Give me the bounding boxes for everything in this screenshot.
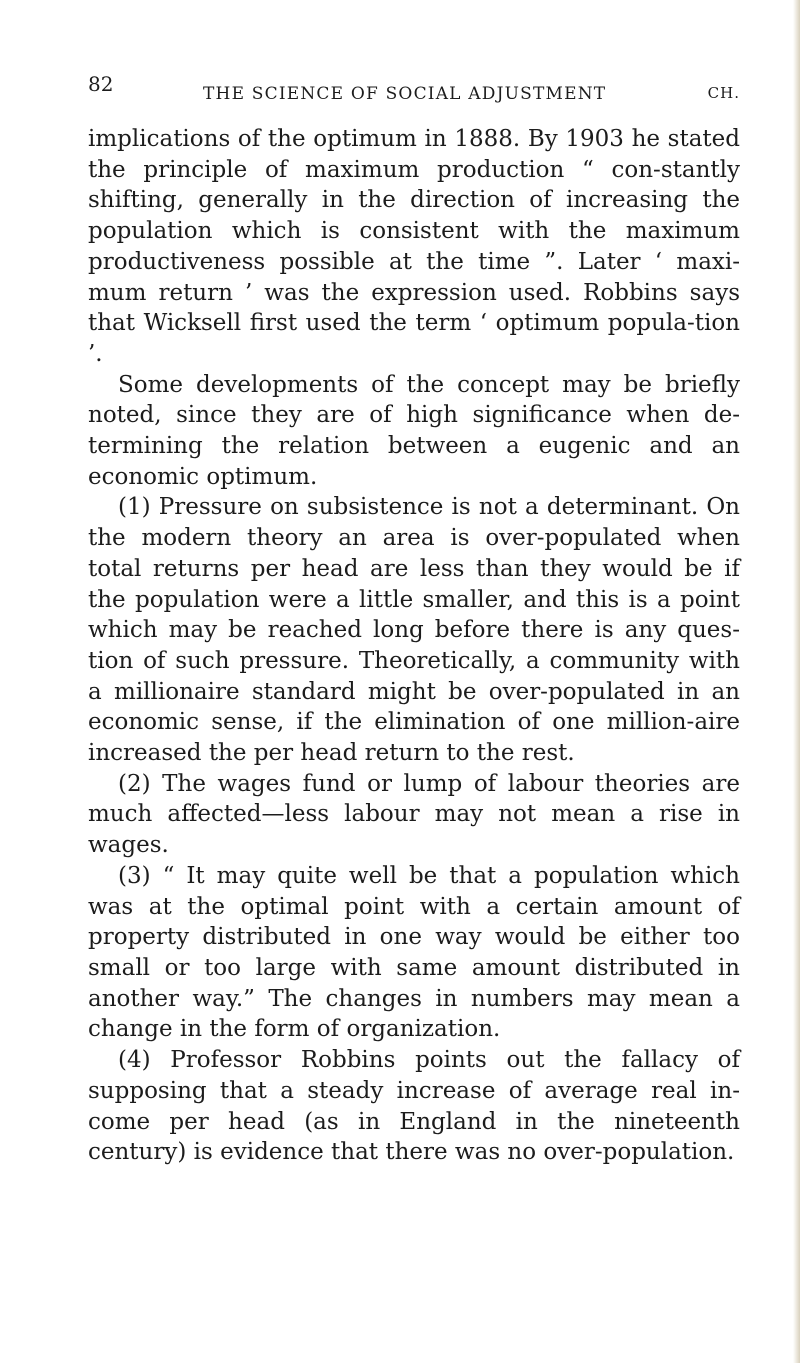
- page-edge-shadow: [793, 0, 800, 1363]
- paragraph-developments: Some developments of the concept may be briefly noted, since they are of high significance when de-termining the relation between a eugenic and an economic optimum.: [88, 371, 740, 490]
- paragraph-point-1: (1) Pressure on subsistence is not a determinant. On the modern theory an area is over-populated when total returns per head are less than they would be if the population were a little smaller, and this is a point which may be reached long before there is any ques-tion of such pressure. Theoretically, a community with a millionaire standard might be over-populated in an economic sense, if the elimination of one million-aire increased the per head return to the rest.: [88, 494, 740, 767]
- paragraph-point-2: (2) The wages fund or lump of labour theories are much affected—less labour may not mean a rise in wages.: [88, 770, 740, 859]
- page-number: 82: [88, 72, 114, 96]
- running-head: [88, 72, 740, 110]
- running-title: THE SCIENCE OF SOCIAL ADJUSTMENT: [203, 84, 607, 104]
- paragraph-point-3: (3) “ It may quite well be that a population which was at the optimal point with a certain amount of property distributed in one way would be either too small or too large with same amount distributed in another way.” The changes in numbers may mean a change in the form of organization.: [88, 862, 740, 1043]
- paragraph-point-4: (4) Professor Robbins points out the fallacy of supposing that a steady increase of average real in-come per head (as in England in the nineteenth century) is evidence that there was no over-population.: [88, 1047, 740, 1166]
- body-text: [88, 124, 740, 1168]
- paragraph-continuation: implications of the optimum in 1888. By 1903 he stated the principle of maximum production “ con-stantly shifting, generally in the direction of increasing the population which is consistent with the maximum productiveness possible at the time ”. Later ‘ maxi-mum return ’ was the expression used. Robbins says that Wicksell first used the term ‘ optimum popula-tion ’.: [88, 126, 740, 367]
- chapter-abbreviation: CH.: [707, 84, 740, 102]
